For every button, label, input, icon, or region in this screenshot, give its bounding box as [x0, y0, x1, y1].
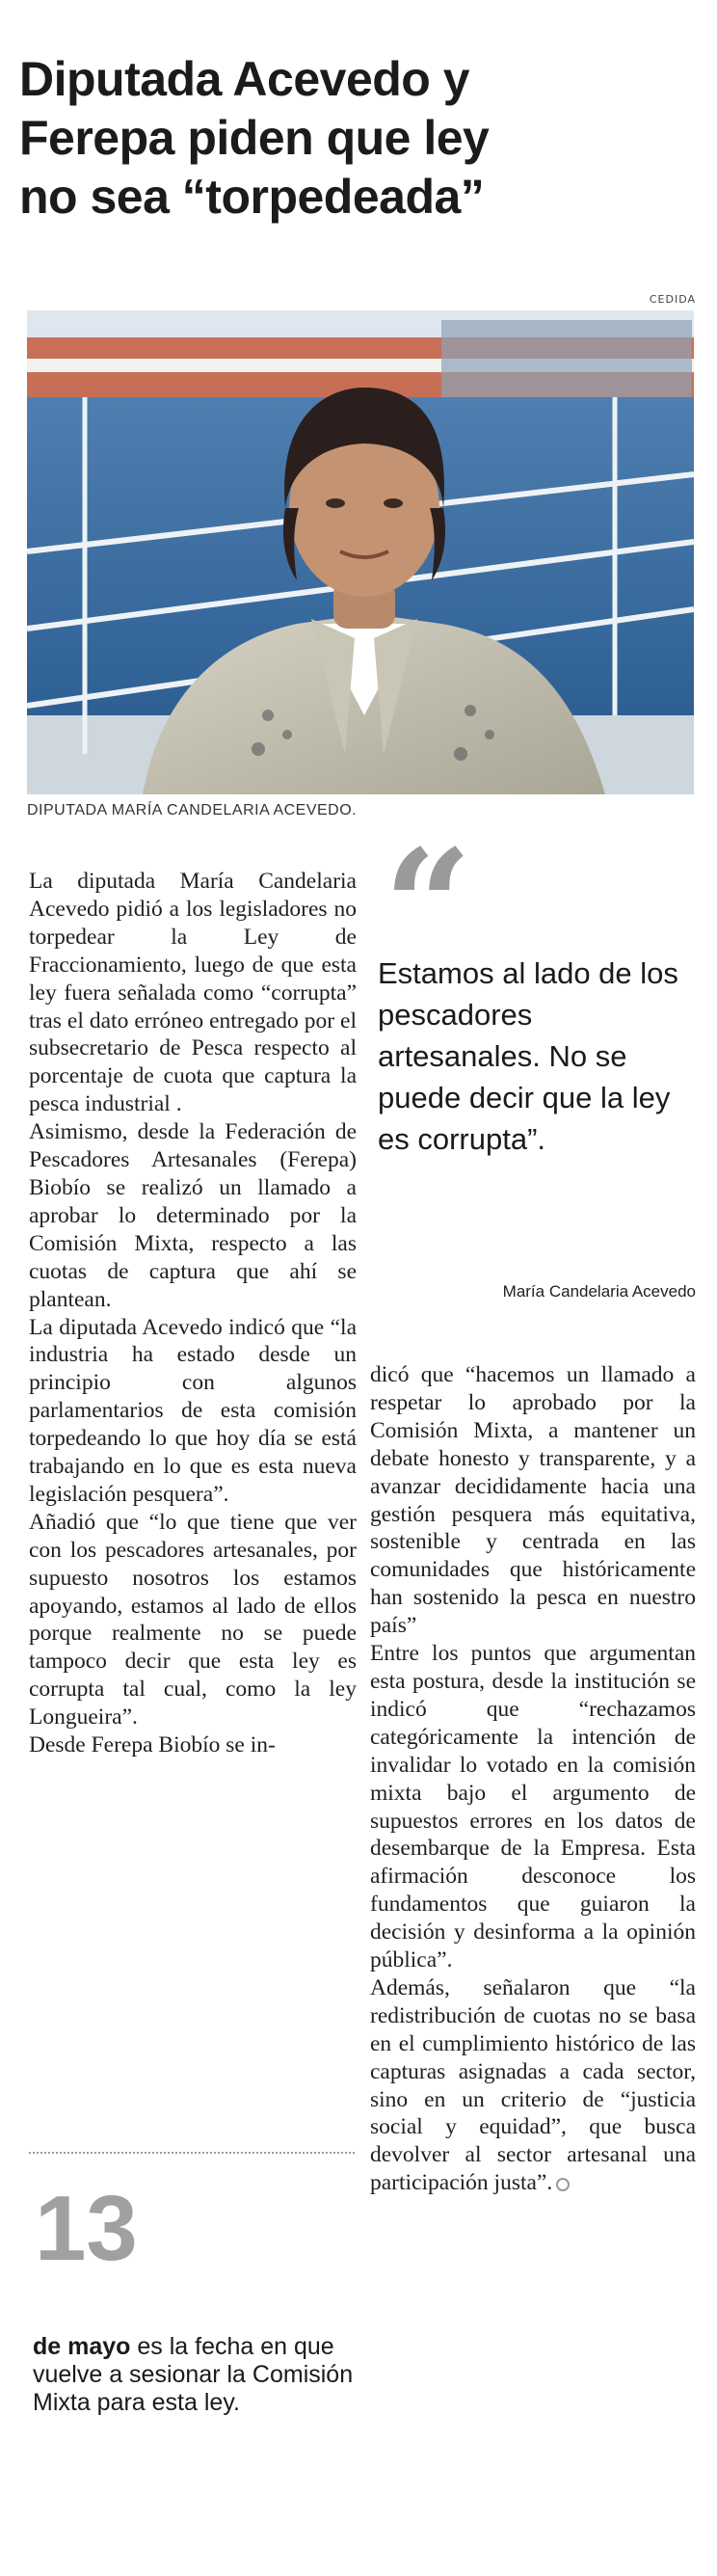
photo-caption: DIPUTADA MARÍA CANDELARIA ACEVEDO.: [27, 802, 358, 818]
fact-text: [33, 2333, 360, 2417]
article-column-1: [29, 868, 357, 1759]
headline: [19, 50, 694, 227]
headline-line-1: Diputada Acevedo y: [19, 52, 470, 106]
article-column-2: [370, 1361, 696, 2197]
fact-box-divider: [29, 2152, 355, 2154]
paragraph: Desde Ferepa Biobío se in-: [29, 1732, 276, 1758]
paragraph: Asimismo, desde la Federación de Pescadores Artesanales (Ferepa) Biobío se realizó un llamado a aprobar lo determinado por la Comisión Mixta, respecto a las cuotas de captura que ahí se plantean.: [29, 1119, 357, 1312]
fact-number: 13: [35, 2177, 138, 2280]
fact-body-text: es la fecha en que vuelve a sesionar la Comisión Mixta para esta ley.: [33, 2333, 354, 2416]
paragraph-text: Además, señalaron que “la redistribución de cuotas no se basa en el cumplimiento histórico de las capturas asignadas a cada sector, sino en un criterio de “justicia social y equidad”, que busca devolver al sector artesanal una participación justa”.: [370, 1974, 696, 2196]
photo-credit: CEDIDA: [649, 293, 696, 306]
headline-line-2: Ferepa piden que ley: [19, 111, 490, 165]
paragraph: Añadió que “lo que tiene que ver con los pescadores artesanales, por supuesto nosotros los estamos apoyando, estamos al lado de ellos porque realmente no se puede tampoco decir que esta ley es corrupta tal cual, como la ley Longueira”.: [29, 1509, 357, 1731]
paragraph: La diputada María Candelaria Acevedo pidió a los legisladores no torpedear la Ley de Fraccionamiento, luego de que esta ley fuera señalada como “corrupta” tras el dato erróneo entregado por el subsecretario de Pesca respecto al porcentaje de cuota que captura la pesca industrial .: [29, 869, 357, 1117]
paragraph: dicó que “hacemos un llamado a respetar lo aprobado por la Comisión Mixta, a mantener un debate honesto y transparente, y a avanzar decididamente hacia una gestión pesquera más equitativa, sostenible y centrada en las comunidades que históricamente han sostenido la pesca en nuestro país”: [370, 1362, 696, 1639]
pull-quote: [378, 816, 696, 1301]
paragraph: [370, 1974, 696, 2197]
fact-bold-text: de mayo: [33, 2333, 131, 2360]
paragraph: La diputada Acevedo indicó que “la industria ha estado desde un principio con algunos parlamentarios de esta comisión torpedeando lo que hoy día se está trabajando en lo que es esta nueva legislación pesquera”.: [29, 1314, 357, 1507]
headline-line-3: no sea “torpedeada”: [19, 170, 485, 224]
photo-illustration: [27, 310, 694, 794]
quote-text: Estamos al lado de los pescadores artesanales. No se puede decir que la ley es corrupta”.: [378, 956, 678, 1156]
quote-mark-icon: “: [384, 816, 473, 997]
paragraph: Entre los puntos que argumentan esta postura, desde la institución se indicó que “rechazamos categóricamente la intención de invalidar lo votado en la comisión mixta bajo el argumento de supuestos errores en los datos de desembarque de la Empresa. Esta afirmación desconoce los fundamentos que guiaron la decisión y desinforma a la opinión pública”.: [370, 1641, 696, 1973]
article-photo: [27, 310, 694, 794]
quote-author: María Candelaria Acevedo: [502, 1282, 696, 1301]
end-of-article-icon: [556, 2178, 570, 2191]
